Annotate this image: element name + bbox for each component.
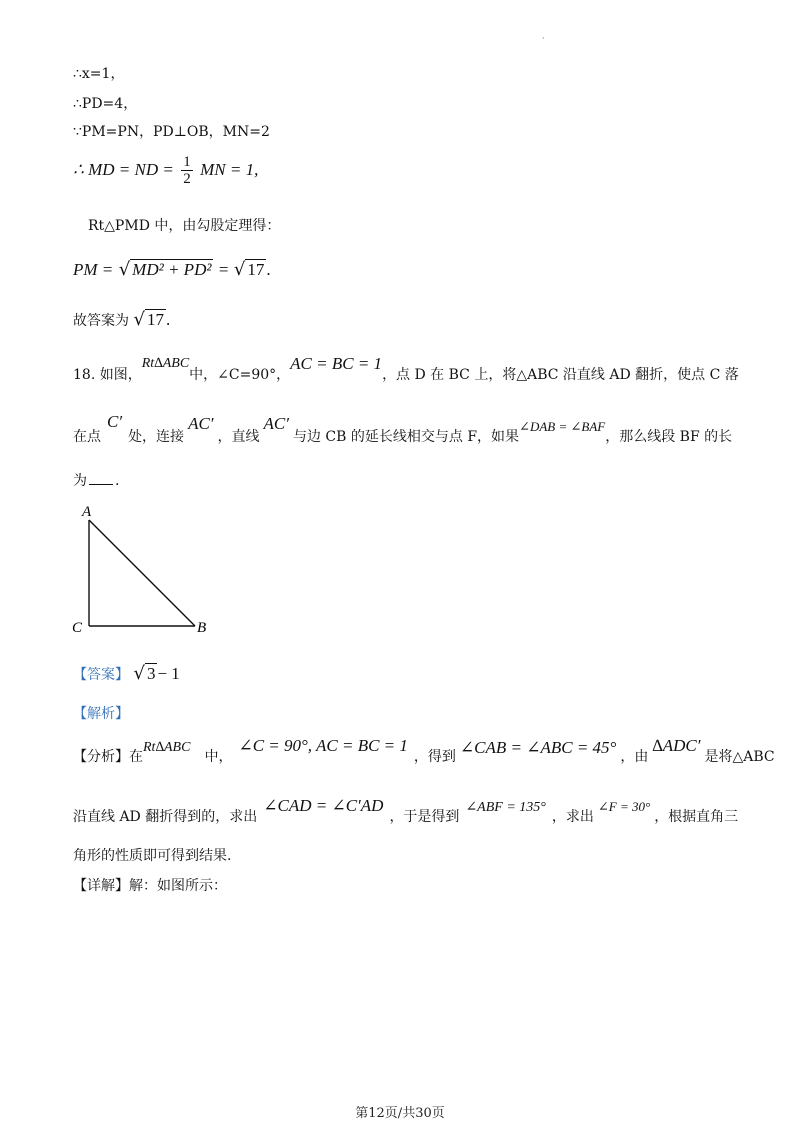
text: ，由: [620, 749, 649, 765]
sqrt-17: [234, 260, 266, 280]
text: ∴x=1，: [73, 66, 125, 82]
detail-line: [73, 876, 227, 896]
problem-18-line-1: [73, 354, 739, 386]
math-period: .: [165, 310, 171, 329]
text: ，那么线段 BF 的长: [605, 429, 733, 445]
text: 【详解】解：如图所示：: [73, 878, 227, 894]
label-a: A: [82, 504, 92, 520]
math-ac-prime: AC′: [188, 414, 214, 433]
sqrt-3: [133, 664, 157, 684]
text: ，得到: [413, 749, 456, 765]
text: 角形的性质即可得到结果.: [73, 848, 232, 864]
answer-blank: [89, 470, 113, 485]
triangle-figure: [60, 498, 230, 643]
radicand: 17: [146, 310, 164, 329]
analysis-line-1: [73, 736, 775, 768]
line-pd-equals-4: [73, 94, 137, 114]
line-md-nd: [73, 154, 258, 187]
math-f-30: ∠F = 30°: [597, 799, 651, 814]
text: ，直线: [217, 429, 260, 445]
math-cab-abc-45: ∠CAB = ∠ABC = 45°: [459, 738, 617, 757]
analysis-line-2: [73, 796, 739, 828]
math-c90-ac-bc: ∠C = 90°, AC = BC = 1: [238, 736, 408, 755]
line-pm-pn: [73, 122, 270, 142]
text: ∵PM=PN，PD⊥OB，MN=2: [73, 124, 270, 140]
label-c: C: [72, 620, 83, 636]
text: 中，: [204, 749, 233, 765]
text: .: [115, 473, 120, 489]
radicand: MD² + PD²: [132, 260, 212, 279]
math-adc-prime: ∆ADC′: [652, 736, 701, 755]
text: Rt△PMD 中，由勾股定理得：: [88, 218, 281, 234]
math-rt-abc: Rt∆ABC: [141, 356, 190, 371]
math-eq: =: [218, 260, 229, 279]
line-answer-prev: [73, 310, 170, 331]
radical-sign: √: [233, 259, 246, 280]
frac-den: 2: [183, 171, 191, 187]
math-pm: PM =: [73, 260, 114, 279]
math-period: .: [266, 260, 271, 279]
radical-sign: √: [133, 663, 145, 684]
math-c-prime: C′: [107, 412, 123, 431]
math-angle-dab-baf: ∠DAB = ∠BAF: [519, 419, 606, 434]
text: ，于是得到: [389, 809, 460, 825]
math-rt-abc: Rt∆ABC: [143, 740, 191, 755]
label-b: B: [197, 620, 207, 636]
text: 中，∠C=90°，: [189, 367, 291, 383]
frac-num: 1: [183, 154, 191, 170]
fraction-half: [181, 154, 193, 187]
answer-tag: 【答案】: [73, 667, 129, 683]
math-ac-bc: AC = BC = 1: [290, 354, 383, 373]
analysis-tag: 【解析】: [73, 706, 129, 722]
line-x-equals-1: [73, 64, 124, 84]
sqrt-17-answer: [133, 310, 165, 330]
text: ，点 D 在 BC 上，将△ABC 沿直线 AD 翻折，使点 C 落: [382, 367, 739, 383]
math-mn: MN = 1,: [200, 160, 259, 179]
math-md-nd: ∴ MD = ND =: [73, 160, 174, 179]
text: 故答案为: [73, 313, 129, 329]
header-mark: ·: [542, 34, 545, 43]
text: ∴PD=4，: [73, 96, 138, 112]
text: 18. 如图，: [73, 367, 142, 383]
text: ，求出: [551, 809, 594, 825]
radical-sign: √: [133, 309, 145, 330]
problem-18-line-2: [73, 412, 733, 447]
math-abf-135: ∠ABF = 135°: [465, 800, 546, 815]
radicand: 3: [146, 664, 156, 683]
radical-sign: √: [118, 259, 131, 280]
line-rt-pmd: [88, 216, 280, 236]
text: 沿直线 AD 翻折得到的，求出: [73, 809, 258, 825]
text: 【分析】在: [73, 749, 143, 765]
math-cad-cprime-ad: ∠CAD = ∠C′AD: [263, 796, 384, 815]
text: ，根据直角三: [654, 809, 739, 825]
sqrt-md-pd: [119, 260, 214, 280]
line-pm-equation: [73, 260, 271, 280]
text: 处，连接: [128, 429, 185, 445]
problem-18-line-3: [73, 470, 119, 491]
side-ab: [89, 520, 195, 626]
text: 为: [73, 473, 87, 489]
math-minus-1: − 1: [157, 664, 180, 683]
math-ac-prime-2: AC′: [263, 414, 289, 433]
radicand: 17: [247, 260, 265, 279]
text: 是将△ABC: [704, 749, 775, 765]
text: 与边 CB 的延长线相交与点 F，如果: [292, 429, 520, 445]
page-footer: 第12页/共30页: [355, 1106, 445, 1121]
text: 在点: [73, 429, 101, 445]
analysis-line-3: [73, 846, 231, 866]
analysis-tag-line: [73, 704, 129, 724]
answer-line: [73, 664, 180, 685]
